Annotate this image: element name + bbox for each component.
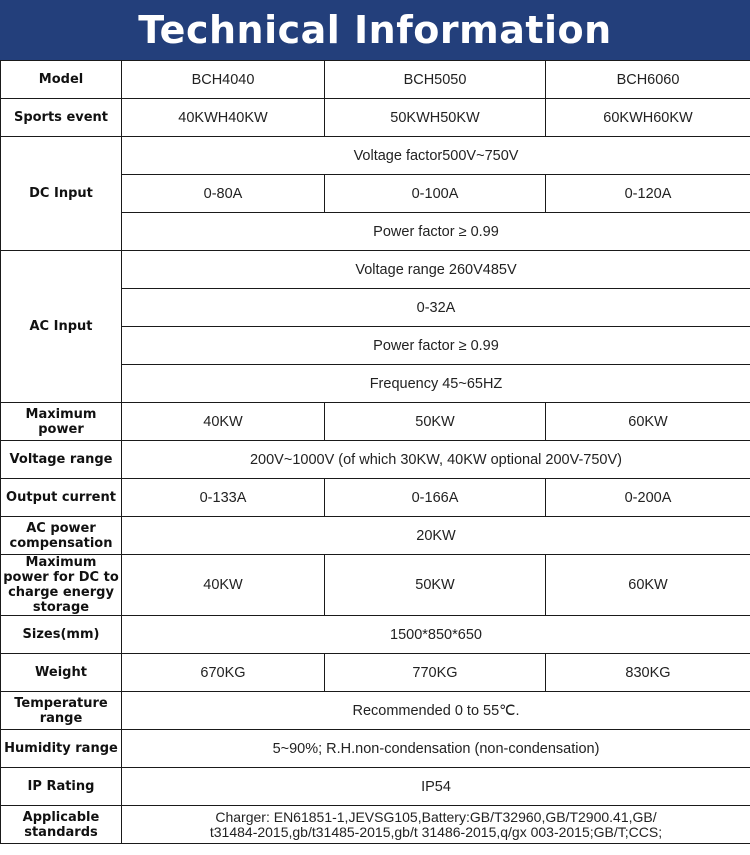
weight-cell: 670KG [122,654,325,692]
row-label-temperature-range: Temperature range [1,692,122,730]
voltage-range-cell: 200V~1000V (of which 30KW, 40KW optional 200V-750V) [122,441,750,479]
table-row [1,61,750,99]
table-row [1,730,750,768]
row-label-maximum-power: Maximum power [1,403,122,441]
table-row [1,137,750,175]
row-label-humidity-range: Humidity range [1,730,122,768]
sports-event-cell: 60KWH60KW [546,99,750,137]
ac-power-compensation-cell: 20KW [122,517,750,555]
model-cell: BCH5050 [325,61,546,99]
dc-power-factor-cell: Power factor ≥ 0.99 [122,213,750,251]
standards-line-1: Charger: EN61851-1,JEVSG105,Battery:GB/T32960,GB/T2900.41,GB/ [215,808,657,825]
maximum-power-cell: 60KW [546,403,750,441]
row-label-ac-power-compensation: AC power compensation [1,517,122,555]
row-label-ac-input: AC Input [1,251,122,403]
ip-rating-cell: IP54 [122,768,750,806]
ac-current-cell: 0-32A [122,289,750,327]
dc-current-cell: 0-100A [325,175,546,213]
ac-voltage-range-cell: Voltage range 260V485V [122,251,750,289]
applicable-standards-cell [122,806,750,844]
row-label-ip-rating: IP Rating [1,768,122,806]
row-label-dc-input: DC Input [1,137,122,251]
output-current-cell: 0-200A [546,479,750,517]
table-row [1,517,750,555]
page-title: Technical Information [138,8,612,52]
humidity-range-cell: 5~90%; R.H.non-condensation (non-condensation) [122,730,750,768]
header-banner [0,0,750,60]
ac-frequency-cell: Frequency 45~65HZ [122,365,750,403]
dc-current-cell: 0-80A [122,175,325,213]
row-label-applicable-standards: Applicable standards [1,806,122,844]
maximum-power-cell: 50KW [325,403,546,441]
standards-line-2: t31484-2015,gb/t31485-2015,gb/t 31486-2015,q/gx 003-2015;GB/T;CCS; [209,823,663,840]
row-label-sports-event: Sports event [1,99,122,137]
temperature-range-cell: Recommended 0 to 55℃. [122,692,750,730]
table-row [1,768,750,806]
ac-power-factor-cell: Power factor ≥ 0.99 [122,327,750,365]
max-power-dc-storage-cell: 40KW [122,555,325,616]
output-current-cell: 0-133A [122,479,325,517]
table-row [1,555,750,616]
dc-current-cell: 0-120A [546,175,750,213]
output-current-cell: 0-166A [325,479,546,517]
max-power-dc-storage-cell: 50KW [325,555,546,616]
max-power-dc-storage-cell: 60KW [546,555,750,616]
table-row [1,616,750,654]
row-label-voltage-range: Voltage range [1,441,122,479]
row-label-sizes: Sizes(mm) [1,616,122,654]
model-cell: BCH4040 [122,61,325,99]
table-row [1,479,750,517]
dc-voltage-factor-cell: Voltage factor500V~750V [122,137,750,175]
maximum-power-cell: 40KW [122,403,325,441]
table-row [1,251,750,289]
row-label-max-power-dc-storage: Maximum power for DC to charge energy storage [1,555,122,616]
sports-event-cell: 40KWH40KW [122,99,325,137]
weight-cell: 830KG [546,654,750,692]
table-row [1,806,750,844]
table-row [1,441,750,479]
sports-event-cell: 50KWH50KW [325,99,546,137]
table-row [1,403,750,441]
weight-cell: 770KG [325,654,546,692]
table-row [1,654,750,692]
table-row [1,99,750,137]
spec-table [0,60,750,844]
sizes-cell: 1500*850*650 [122,616,750,654]
row-label-model: Model [1,61,122,99]
table-row [1,692,750,730]
row-label-output-current: Output current [1,479,122,517]
model-cell: BCH6060 [546,61,750,99]
row-label-weight: Weight [1,654,122,692]
